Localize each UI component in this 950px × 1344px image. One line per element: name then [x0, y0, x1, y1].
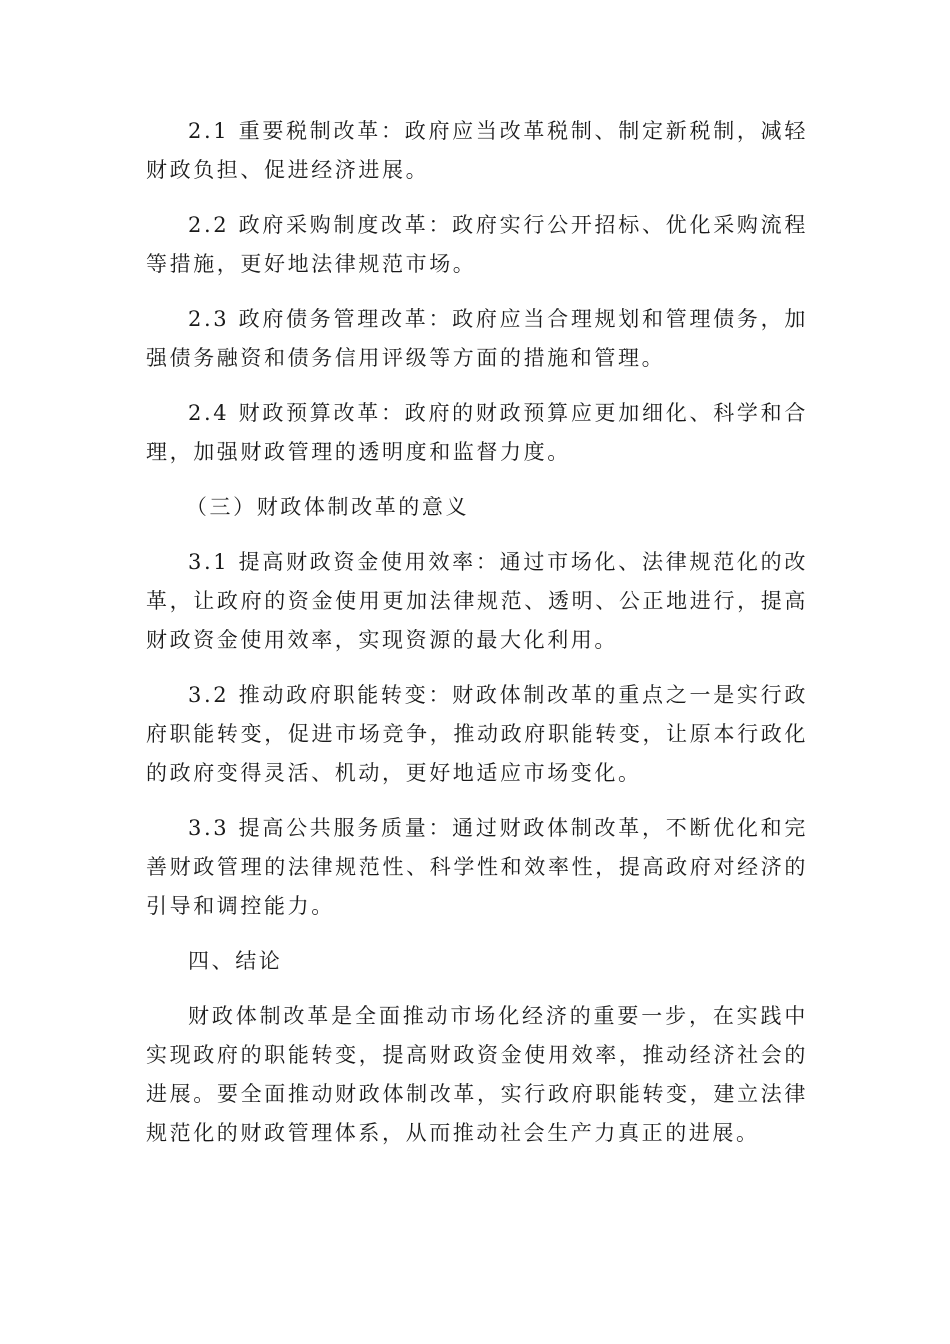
paragraph-3-1: 3.1 提高财政资金使用效率：通过市场化、法律规范化的改革，让政府的资金使用更加法律规范、透明、公正地进行，提高财政资金使用效率，实现资源的最大化利用。 — [146, 550, 808, 652]
paragraph-2-3: 2.3 政府债务管理改革：政府应当合理规划和管理债务，加强债务融资和债务信用评级等方面的措施和管理。 — [146, 307, 808, 370]
paragraph-2-4: 2.4 财政预算改革：政府的财政预算应更加细化、科学和合理，加强财政管理的透明度和监督力度。 — [146, 401, 808, 464]
paragraph-conclusion: 财政体制改革是全面推动市场化经济的重要一步，在实践中实现政府的职能转变，提高财政资金使用效率，推动经济社会的进展。要全面推动财政体制改革，实行政府职能转变，建立法律规范化的财政管理体系，从而推动社会生产力真正的进展。 — [146, 1004, 808, 1145]
document-body — [146, 112, 808, 1169]
section-heading-4: 四、结论 — [188, 949, 283, 973]
paragraph-3-2: 3.2 推动政府职能转变：财政体制改革的重点之一是实行政府职能转变，促进市场竞争，推动政府职能转变，让原本行政化的政府变得灵活、机动，更好地适应市场变化。 — [146, 683, 808, 785]
paragraph-2-2: 2.2 政府采购制度改革：政府实行公开招标、优化采购流程等措施，更好地法律规范市场。 — [146, 213, 808, 276]
paragraph-3-3: 3.3 提高公共服务质量：通过财政体制改革，不断优化和完善财政管理的法律规范性、科学性和效率性，提高政府对经济的引导和调控能力。 — [146, 816, 808, 918]
section-heading-3: （三）财政体制改革的意义 — [185, 495, 470, 519]
paragraph-2-1: 2.1 重要税制改革：政府应当改革税制、制定新税制，减轻财政负担、促进经济进展。 — [146, 119, 808, 182]
